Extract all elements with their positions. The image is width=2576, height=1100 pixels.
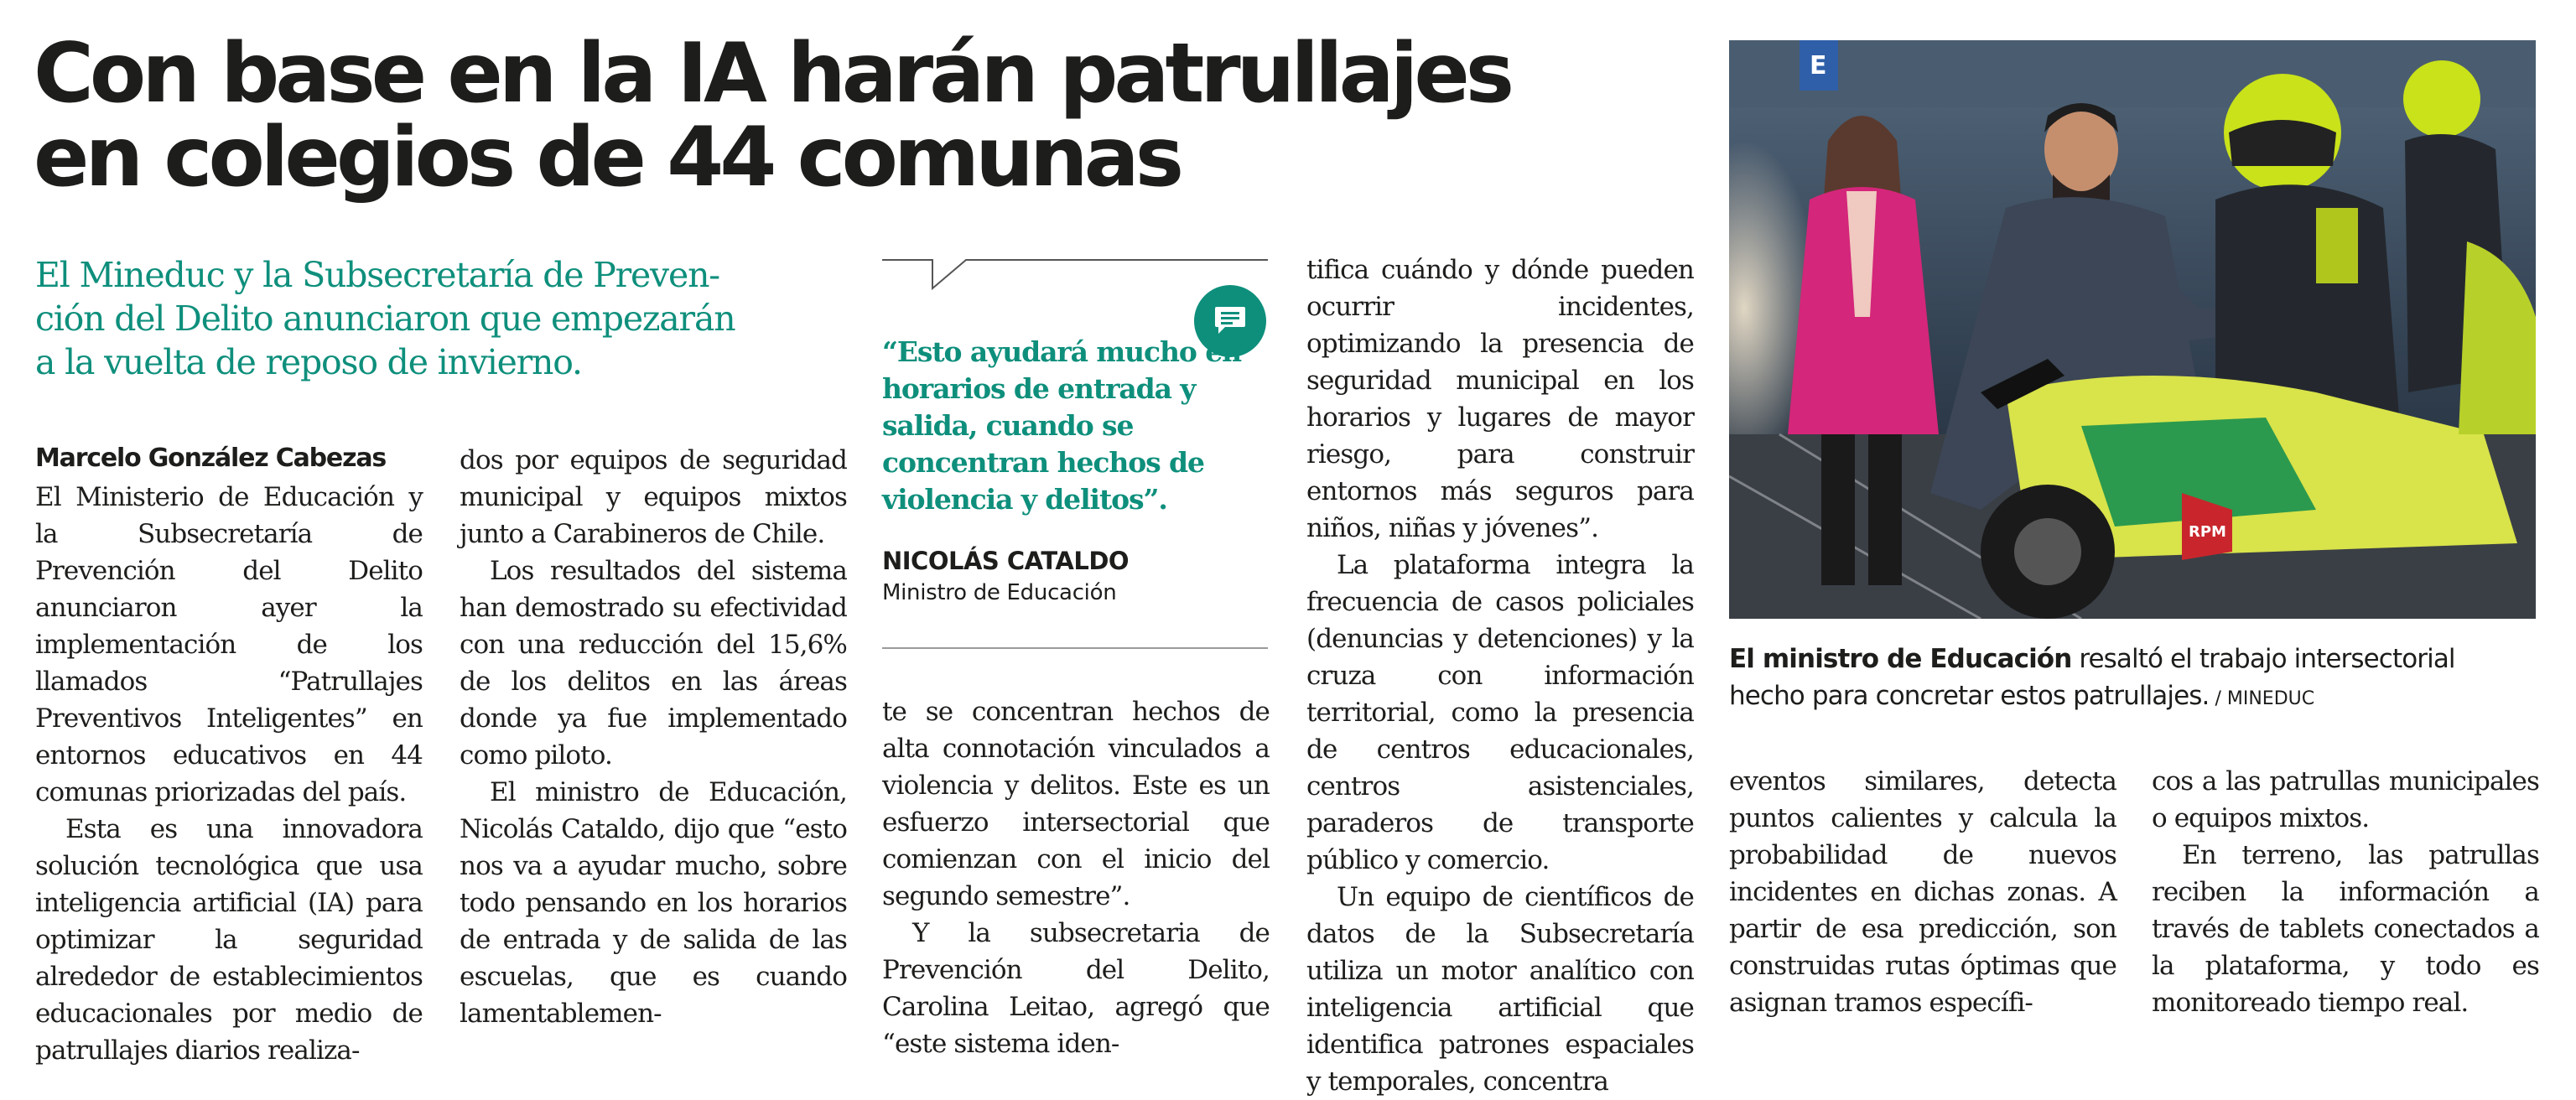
paragraph: El Ministerio de Educación y la Subsecretaría de Prevención del Delito anunciaron ayer la implementación de los llamados “Patrullajes Preventivos Inteligentes” en entornos educativos en 44 comunas priorizadas del país. [35, 482, 423, 807]
paragraph: tifica cuándo y dónde pueden ocurrir incidentes, optimizando la presencia de seguridad municipal en los horarios y lugares de mayor riesgo, para construir entornos más seguros para niños, niñas y jóvenes”. [1306, 255, 1694, 543]
deck-line-3: a la vuelta de reposo de invierno. [35, 342, 582, 382]
deck-line-2: ción del Delito anunciaron que empezarán [35, 298, 735, 339]
headline-line-2: en colegios de 44 comunas [34, 110, 1181, 205]
paragraph: eventos similares, detecta puntos calientes y calcula la probabilidad de nuevos incidentes en dichas zonas. A partir de esa predicción, son construidas rutas óptimas que asignan tramos específi- [1729, 766, 2116, 1018]
quote-author: NICOLÁS CATALDO [882, 547, 1130, 575]
paragraph: Los resultados del sistema han demostrado su efectividad con una reducción del 15,6% de los delitos en las áreas donde ya fue implementado como piloto. [460, 556, 847, 771]
photo-credit: / MINEDUC [2209, 688, 2315, 709]
column-1 [35, 442, 423, 1069]
article-photo [1729, 40, 2536, 619]
column-4 [1306, 252, 1694, 1100]
paragraph: En terreno, las patrullas reciben la información a través de tablets conectados a la plataforma, y todo es monitoreado tiempo real. [2152, 840, 2539, 1018]
column-5 [1729, 763, 2116, 1021]
caption-lead: El ministro de Educación [1729, 644, 2072, 674]
paragraph: cos a las patrullas municipales o equipos mixtos. [2152, 766, 2539, 833]
deck [35, 253, 865, 384]
deck-line-1: El Mineduc y la Subsecretaría de Preven- [35, 255, 719, 295]
paragraph: Un equipo de científicos de datos de la Subsecretaría utiliza un motor analítico con inteligencia artificial que identifica patrones espaciales y temporales, concentra [1306, 882, 1694, 1097]
paragraph: La plataforma integra la frecuencia de casos policiales (denuncias y detenciones) y la cruza con información territorial, como la presencia de centros educacionales, centros asistenciales, paraderos de transporte público y comercio. [1306, 550, 1694, 875]
quote-text: “Esto ayudará mucho en horarios de entrada y salida, cuando se concentran hechos de violencia y delitos”. [882, 335, 1242, 516]
photo-illustration [1729, 40, 2536, 619]
paragraph: Esta es una innovadora solución tecnológica que usa inteligencia artificial (IA) para optimizar la seguridad alrededor de establecimientos educacionales por medio de patrullajes diarios realiza- [35, 814, 423, 1066]
headline [34, 26, 1711, 205]
column-6 [2152, 763, 2539, 1021]
sign-letter: E [1810, 51, 1827, 80]
quote-frame-line [882, 252, 1268, 293]
column-3 [882, 693, 1270, 1062]
quote-author-role: Ministro de Educación [882, 580, 1117, 605]
caption-text: resaltó el trabajo intersectorial hecho para concretar estos patrullajes. [1729, 644, 2455, 711]
byline: Marcelo González Cabezas [35, 444, 387, 473]
paragraph: Y la subsecretaria de Prevención del Delito, Carolina Leitao, agregó que “este sistema iden- [882, 918, 1270, 1059]
pull-quote [882, 252, 1270, 651]
plate-text: RPM [2189, 523, 2226, 541]
divider [882, 647, 1268, 649]
paragraph: El ministro de Educación, Nicolás Cataldo, dijo que “esto nos va a ayudar mucho, sobre todo pensando en los horarios de entrada y de salida de las escuelas, que es cuando lamentablemen- [460, 777, 847, 1029]
paragraph: dos por equipos de seguridad municipal y equipos mixtos junto a Carabineros de Chile. [460, 445, 847, 549]
paragraph: te se concentran hechos de alta connotación vinculados a violencia y delitos. Este es un esfuerzo intersectorial que comienzan con el inicio del segundo semestre”. [882, 697, 1270, 911]
headline-line-1: Con base en la IA harán patrullajes [34, 26, 1511, 122]
photo-caption [1729, 641, 2536, 718]
column-2 [460, 442, 847, 1032]
